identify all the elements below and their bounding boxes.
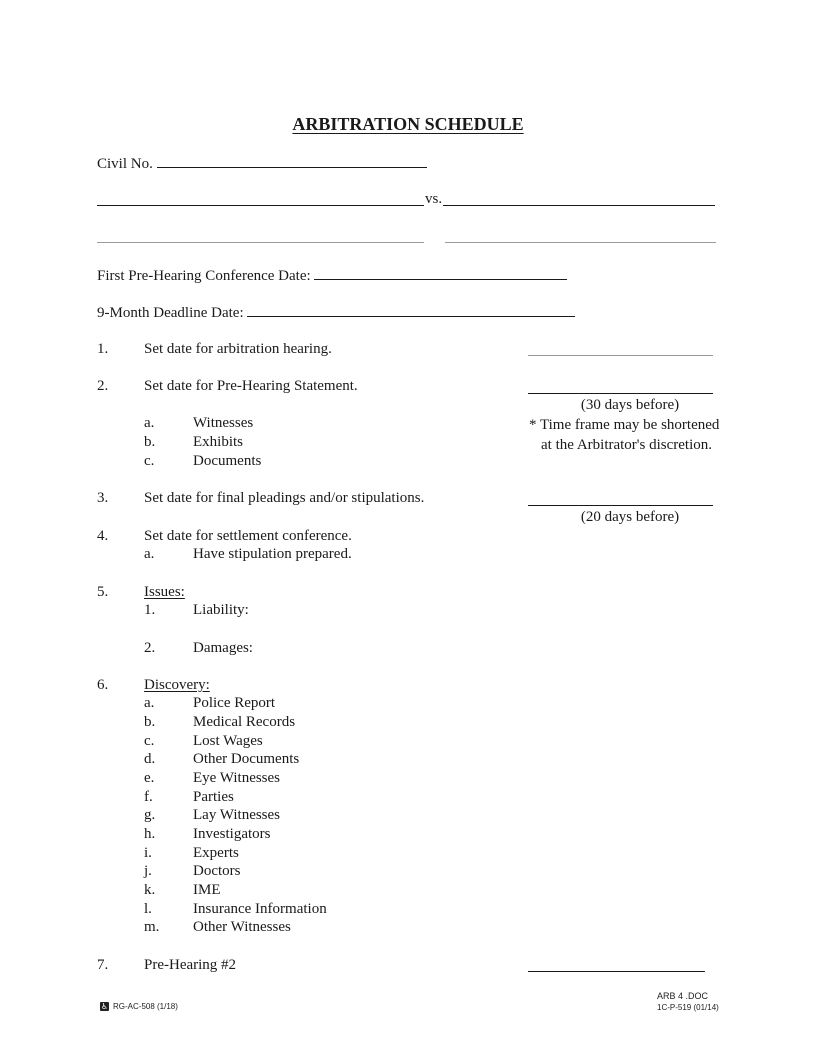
civil-no-field[interactable]	[157, 153, 427, 168]
sub-letter: 2.	[144, 640, 156, 656]
sub-letter: a.	[144, 546, 155, 562]
sub-letter: f.	[144, 789, 153, 805]
item-text: Set date for settlement conference.	[144, 528, 352, 544]
sub-text: Exhibits	[193, 434, 244, 450]
sub-letter: b.	[144, 714, 156, 730]
sub-letter: k.	[144, 882, 156, 898]
item-text: Set date for arbitration hearing.	[144, 341, 332, 357]
sub-letter: m.	[144, 919, 160, 935]
sub-text: Experts	[193, 845, 239, 861]
sub-letter: c.	[144, 733, 155, 749]
thirty-days-note: (30 days before)	[580, 397, 680, 413]
civil-no-label: Civil No.	[97, 156, 153, 172]
footer-right-doc: ARB 4 .DOC	[657, 991, 709, 1001]
final-pleadings-date-field[interactable]	[528, 505, 713, 506]
twenty-days-note: (20 days before)	[580, 509, 680, 525]
sub-text: Eye Witnesses	[193, 770, 281, 786]
sub-text: Police Report	[193, 695, 276, 711]
item-text: Pre-Hearing #2	[144, 957, 237, 973]
item-number: 4.	[97, 528, 109, 544]
sub-text: IME	[193, 882, 221, 898]
page-title: ARBITRATION SCHEDULE	[292, 114, 524, 134]
sub-text: Other Documents	[193, 751, 300, 767]
sub-letter: h.	[144, 826, 156, 842]
accessibility-icon: ♿	[100, 1002, 109, 1012]
item-number: 3.	[97, 490, 109, 506]
deadline-date-field[interactable]	[247, 302, 575, 317]
sub-text: Documents	[193, 453, 262, 469]
sub-text: Other Witnesses	[193, 919, 291, 935]
footer-left-code: RG-AC-508 (1/18)	[113, 1002, 178, 1011]
first-conference-row	[97, 265, 567, 285]
issues-heading: Issues:	[144, 584, 185, 600]
sub-text: Witnesses	[193, 415, 254, 431]
first-conference-date-field[interactable]	[314, 265, 567, 280]
sub-text: Parties	[193, 789, 234, 805]
pre-hearing-statement-date-field[interactable]	[528, 393, 713, 394]
arbitration-hearing-date-field[interactable]	[528, 355, 713, 356]
sub-letter: d.	[144, 751, 156, 767]
item-number: 6.	[97, 677, 109, 693]
footer-right-code: 1C-P-519 (01/14)	[657, 1003, 719, 1012]
sub-text: Liability:	[193, 602, 249, 618]
item-number: 1.	[97, 341, 109, 357]
time-frame-note: * Time frame may be shortened	[529, 417, 720, 433]
plaintiff-field[interactable]	[97, 205, 424, 206]
discovery-heading: Discovery:	[144, 677, 210, 693]
item-number: 5.	[97, 584, 109, 600]
sub-letter: b.	[144, 434, 156, 450]
sub-text: Damages:	[193, 640, 253, 656]
sub-letter: i.	[144, 845, 152, 861]
sub-text: Have stipulation prepared.	[193, 546, 352, 562]
sub-text: Investigators	[193, 826, 271, 842]
sub-text: Insurance Information	[193, 901, 327, 917]
sub-letter: l.	[144, 901, 152, 917]
deadline-row	[97, 302, 575, 322]
sub-text: Lost Wages	[193, 733, 263, 749]
sub-letter: g.	[144, 807, 156, 823]
footer-left	[100, 1002, 178, 1012]
item-text: Set date for final pleadings and/or stipulations.	[144, 490, 425, 506]
item-number: 7.	[97, 957, 109, 973]
sub-letter: a.	[144, 415, 155, 431]
deadline-label: 9-Month Deadline Date:	[97, 305, 244, 321]
vs-label: vs.	[425, 191, 443, 207]
item-text: Set date for Pre-Hearing Statement.	[144, 378, 358, 394]
arbitrator-discretion-note: at the Arbitrator's discretion.	[541, 437, 712, 453]
sub-letter: c.	[144, 453, 155, 469]
sub-letter: e.	[144, 770, 155, 786]
pre-hearing-2-date-field[interactable]	[528, 971, 705, 972]
sub-text: Medical Records	[193, 714, 296, 730]
sub-letter: j.	[144, 863, 152, 879]
sub-text: Lay Witnesses	[193, 807, 281, 823]
sub-text: Doctors	[193, 863, 241, 879]
item-number: 2.	[97, 378, 109, 394]
plaintiff-attorney-field[interactable]	[97, 242, 424, 243]
civil-no-row	[97, 153, 427, 173]
sub-letter: 1.	[144, 602, 156, 618]
defendant-attorney-field[interactable]	[445, 242, 716, 243]
defendant-field[interactable]	[443, 205, 715, 206]
first-conference-label: First Pre-Hearing Conference Date:	[97, 268, 311, 284]
sub-letter: a.	[144, 695, 155, 711]
